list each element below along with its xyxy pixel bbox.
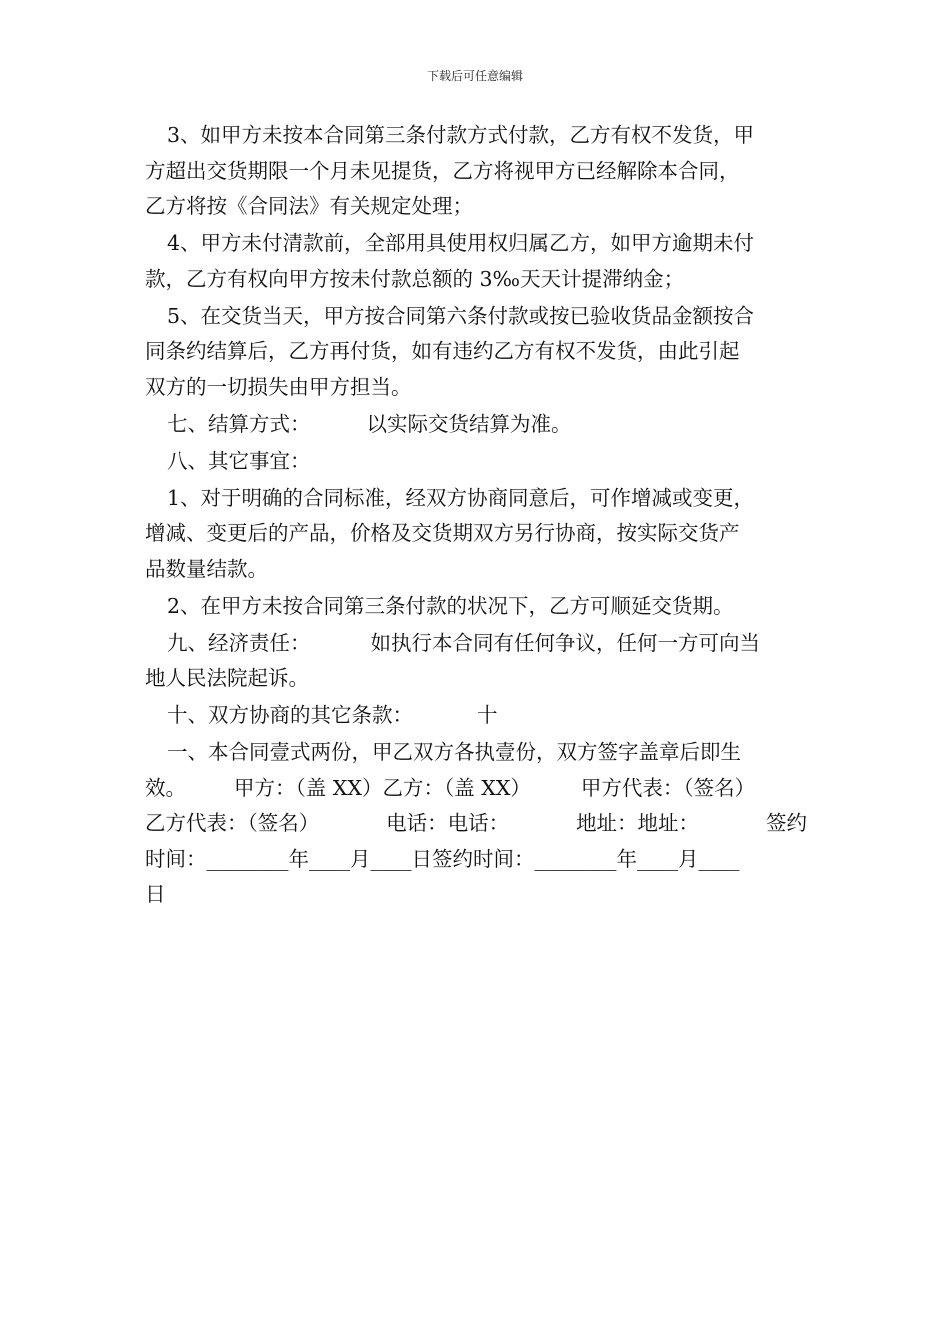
clause-5-line-3: 双方的一切损失由甲方担当。 xyxy=(145,374,412,399)
clause-4-line-2: 款，乙方有权向甲方按未付款总额的 3‰天天计提滞纳金； xyxy=(145,266,685,291)
sign-time-line: 时间：________年____月____日签约时间：________年____月____ xyxy=(145,846,740,871)
negotiated-value: 十 xyxy=(477,703,498,727)
page-header: 下载后可任意编辑 xyxy=(426,69,523,83)
settlement-value: 以实际交货结算为准。 xyxy=(366,411,572,436)
other-item-1-line-3: 品数量结款。 xyxy=(145,556,268,581)
liability-label: 九、经济责任： xyxy=(167,630,311,655)
clause-4-line-1: 4、甲方未付清款前，全部用具使用权归属乙方，如甲方逾期未付 xyxy=(167,231,755,255)
other-label: 八、其它事宜： xyxy=(167,448,311,473)
final-line-1: 一、本合同壹式两份，甲乙双方各执壹份，双方签字盖章后即生 xyxy=(167,740,741,764)
party-a-rep: 甲方代表：（签名） xyxy=(580,775,756,800)
settlement-label: 七、结算方式： xyxy=(167,411,311,436)
other-item-1-line-2: 增减、变更后的产品，价格及交货期双方另行协商，按实际交货产 xyxy=(145,521,740,545)
section-final xyxy=(145,735,807,913)
other-item-2 xyxy=(145,589,807,625)
clause-4 xyxy=(145,226,807,297)
final-line-2-a: 效。 xyxy=(145,775,186,800)
party-a-seal: 甲方：（盖 XX）乙方：（盖 XX） xyxy=(234,775,531,800)
section-settlement xyxy=(145,407,807,443)
section-liability xyxy=(145,626,807,697)
phone-fields: 电话：电话： xyxy=(386,811,510,835)
contract-body xyxy=(145,118,807,914)
sign-time-end: 日 xyxy=(145,882,166,906)
liability-line-2: 地人民法院起诉。 xyxy=(145,666,309,690)
clause-3-line-1: 3、如甲方未按本合同第三条付款方式付款，乙方有权不发货，甲 xyxy=(167,123,755,147)
sign-label: 签约 xyxy=(765,811,807,835)
clause-5-line-1: 5、在交货当天，甲方按合同第六条付款或按已验收货品金额按合 xyxy=(167,303,755,328)
other-item-1 xyxy=(145,481,807,588)
address-fields: 地址：地址： xyxy=(576,811,700,835)
liability-value: 如执行本合同有任何争议，任何一方可向当 xyxy=(370,630,760,655)
negotiated-label: 十、双方协商的其它条款： xyxy=(167,703,413,727)
clause-5 xyxy=(145,299,807,406)
section-negotiated xyxy=(145,698,807,734)
clause-3-line-3: 乙方将按《合同法》有关规定处理； xyxy=(145,194,473,218)
other-item-2-line-1: 2、在甲方未按合同第三条付款的状况下，乙方可顺延交货期。 xyxy=(167,593,734,618)
clause-5-line-2: 同条约结算后，乙方再付货，如有违约乙方有权不发货，由此引起 xyxy=(145,339,740,363)
other-item-1-line-1: 1、对于明确的合同标准，经双方协商同意后，可作增减或变更， xyxy=(167,485,755,510)
clause-3 xyxy=(145,118,807,225)
clause-3-line-2: 方超出交货期限一个月未见提货，乙方将视甲方已经解除本合同， xyxy=(145,158,740,183)
section-other xyxy=(145,444,807,480)
party-b-rep: 乙方代表：（签名） xyxy=(145,811,320,835)
